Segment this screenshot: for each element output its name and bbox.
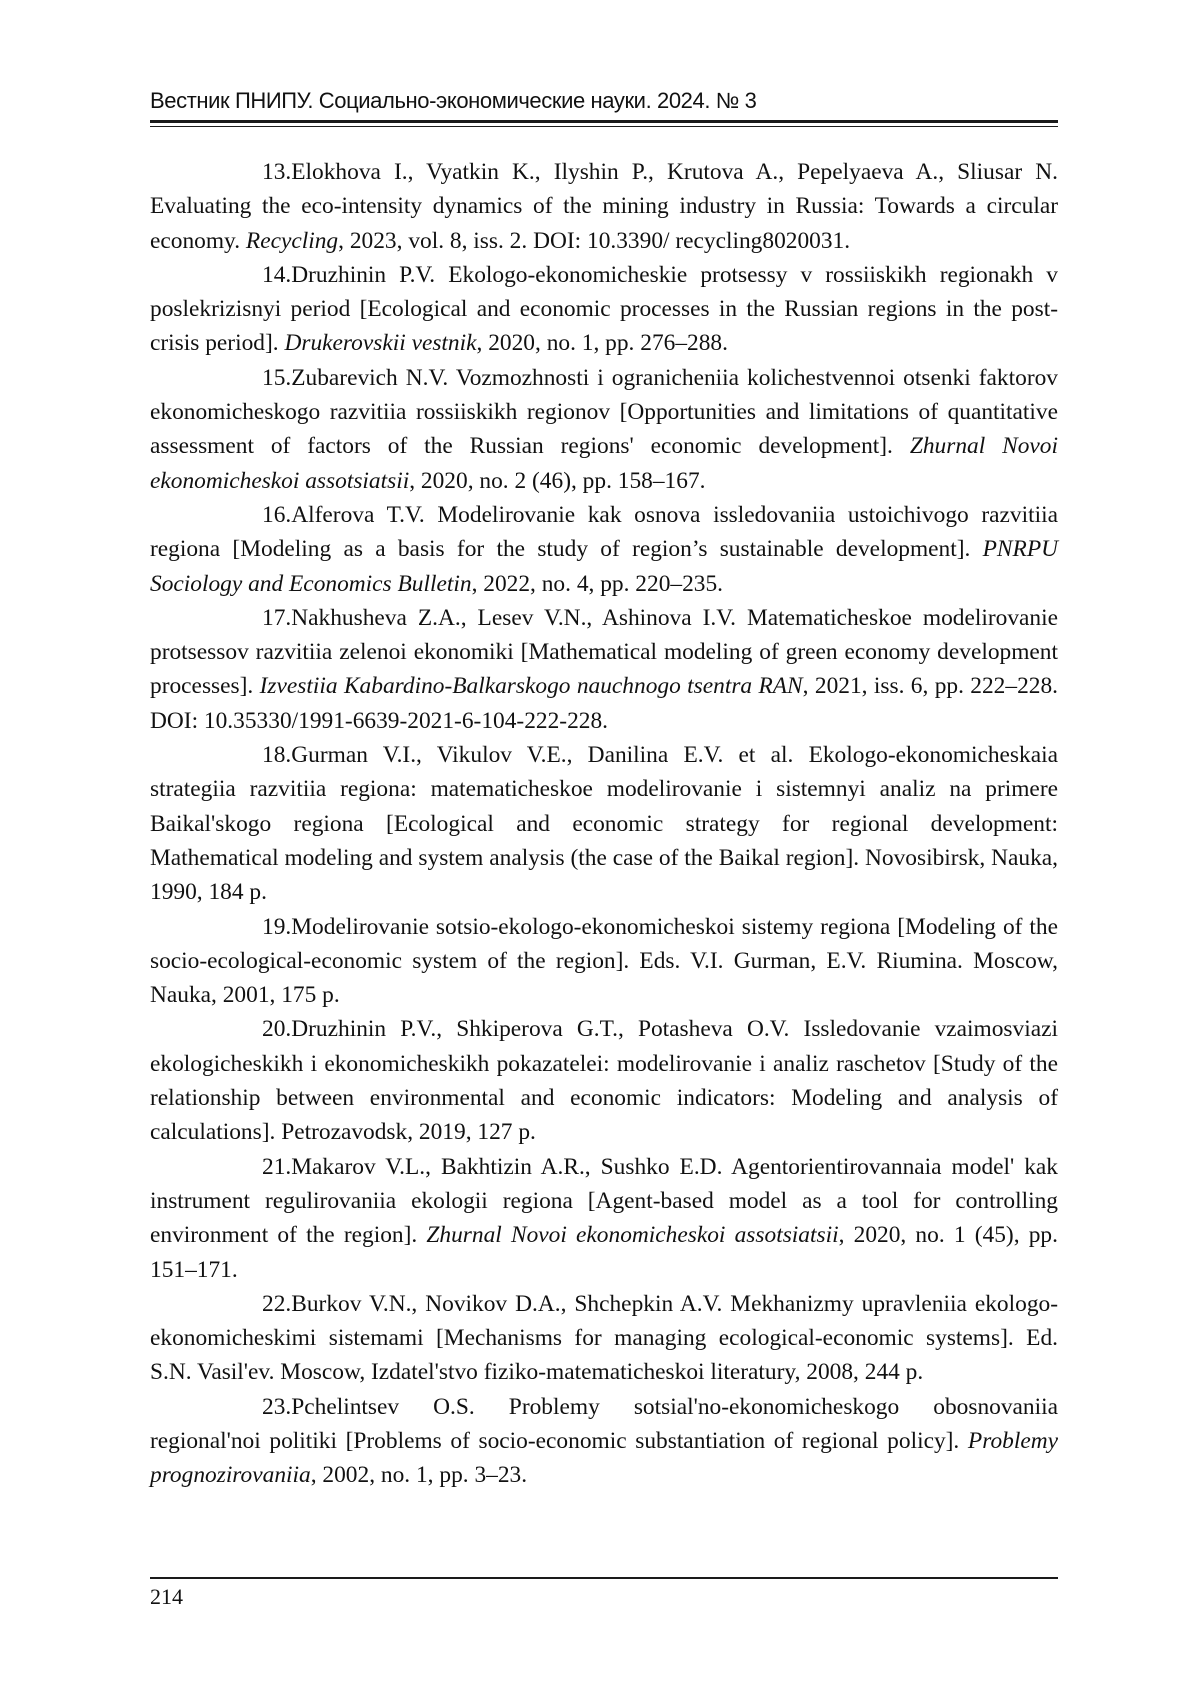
reference-details: , 2020, no. 1, pp. 276–288. — [476, 330, 728, 357]
reference-item — [150, 1150, 1058, 1287]
reference-item — [150, 498, 1058, 601]
reference-source-title: PNRPU Sociology and Economics Bulletin — [150, 536, 1058, 597]
header-rule-thin — [150, 126, 1058, 127]
reference-list — [150, 155, 1058, 1493]
footer-rule — [150, 1577, 1058, 1579]
reference-text: Makarov V.L., Bakhtizin A.R., Sushko E.D. Agentorientirovannaia model' kak instrument regulirovaniia ekologii regiona [Agent-based model as a tool for controlling environment of the region]. — [150, 1153, 1058, 1249]
reference-number: 14. — [262, 261, 292, 288]
reference-details: , 2020, no. 2 (46), pp. 158–167. — [409, 467, 706, 494]
reference-text: Modelirovanie sotsio-ekologo-ekonomicheskoi sistemy regiona [Modeling of the socio-ecological-economic system of the region]. Eds. V.I. Gurman, E.V. Riumina. Moscow, Nauka, 2001, 175 p. — [150, 913, 1058, 1009]
reference-details: , 2021, iss. 6, pp. 222–228. DOI: 10.35330/1991-6639-2021-6-104-222-228. — [150, 673, 1059, 734]
reference-number: 18. — [262, 742, 292, 769]
reference-item — [150, 361, 1058, 498]
reference-source-title: Drukerovskii vestnik — [284, 330, 477, 357]
reference-text: Elokhova I., Vyatkin K., Ilyshin P., Krutova A., Pepelyaeva A., Sliusar N. Evaluating the eco-intensity dynamics of the mining industry in Russia: Towards a circular economy. — [150, 159, 1058, 254]
reference-source-title: Zhurnal Novoi ekonomicheskoi assotsiatsii — [426, 1222, 839, 1249]
reference-item — [150, 1012, 1058, 1149]
reference-details: , 2020, no. 1 (45), pp. 151–171. — [150, 1222, 1058, 1283]
reference-number: 17. — [262, 604, 292, 631]
running-header — [150, 88, 1058, 114]
reference-number: 19. — [262, 913, 292, 940]
reference-details: , 2022, no. 4, pp. 220–235. — [471, 570, 724, 597]
reference-number: 21. — [262, 1153, 292, 1180]
page-number: 214 — [150, 1584, 183, 1609]
reference-number: 16. — [262, 501, 292, 528]
reference-item — [150, 155, 1058, 258]
reference-text: Alferova T.V. Modelirovanie kak osnova issledovaniia ustoichivogo razvitiia regiona [Modeling as a basis for the study of region’s sustainable development]. — [150, 501, 1058, 563]
reference-source-title: Izvestiia Kabardino-Balkarskogo nauchnogo tsentra RAN — [259, 673, 803, 700]
reference-text: Druzhinin P.V. Ekologo-ekonomicheskie protsessy v rossiiskikh regionakh v poslekrizisnyi period [Ecological and economic processes in the Russian regions in the post-crisis period]. — [150, 261, 1058, 357]
reference-source-title: Recycling — [245, 227, 339, 254]
reference-item — [150, 1390, 1058, 1493]
reference-number: 15. — [262, 364, 292, 391]
reference-number: 13. — [262, 159, 292, 185]
reference-text: Burkov V.N., Novikov D.A., Shchepkin A.V. Mekhanizmy upravleniia ekologo-ekonomicheskimi sistemami [Mechanisms for managing ecological-economic systems]. Ed. S.N. Vasil'ev. Moscow, Izdatel'stvo fiziko-matematicheskoi literatury, 2008, 244 p. — [150, 1290, 1058, 1386]
reference-source-title: Zhurnal Novoi ekonomicheskoi assotsiatsii — [150, 433, 1058, 494]
reference-item — [150, 738, 1058, 909]
reference-details: , 2002, no. 1, pp. 3–23. — [310, 1462, 528, 1489]
reference-text: Zubarevich N.V. Vozmozhnosti i ogranicheniia kolichestvennoi otsenki faktorov ekonomicheskogo razvitiia rossiiskikh regionov [Opportunities and limitations of quantitative assessment of factors of the Russian regions' economic development]. — [150, 364, 1058, 460]
reference-text: Druzhinin P.V., Shkiperova G.T., Potasheva O.V. Issledovanie vzaimosviazi ekologicheskikh i ekonomicheskikh pokazatelei: modelirovanie i analiz raschetov [Study of the relationship between environmental and economic indicators: Modeling and analysis of calculations]. Petrozavodsk, 2019, 127 p. — [150, 1016, 1058, 1146]
reference-text: Nakhusheva Z.A., Lesev V.N., Ashinova I.V. Matematicheskoe modelirovanie protsessov razvitiia zelenoi ekonomiki [Mathematical modeling of green economy development processes]. — [150, 604, 1058, 700]
reference-details: , 2023, vol. 8, iss. 2. DOI: 10.3390/ recycling8020031. — [338, 227, 851, 254]
reference-item — [150, 910, 1058, 1013]
journal-title: Вестник ПНИПУ. Социально-экономические науки. 2024. № 3 — [150, 88, 757, 113]
reference-item — [150, 1287, 1058, 1390]
reference-source-title: Problemy prognozirovaniia — [150, 1427, 1058, 1489]
reference-text: Gurman V.I., Vikulov V.E., Danilina E.V. et al. Ekologo-ekonomicheskaia strategiia razvitiia regiona: matematicheskoe modelirovanie i sistemnyi analiz na primere Baikal'skogo regiona [Ecological and economic strategy for regional development: Mathematical modeling and system analysis (the case of the Baikal region]. Novosibirsk, Nauka, 1990, 184 p. — [150, 742, 1058, 906]
reference-number: 23. — [262, 1393, 292, 1420]
reference-number: 20. — [262, 1016, 292, 1043]
reference-item — [150, 258, 1058, 361]
header-rule-thick — [150, 120, 1058, 123]
reference-text: Pchelintsev O.S. Problemy sotsial'no-ekonomicheskogo obosnovaniia regional'noi politiki [Problems of socio-economic substantiation of regional policy]. — [150, 1393, 1058, 1454]
reference-item — [150, 601, 1058, 738]
reference-number: 22. — [262, 1290, 292, 1317]
